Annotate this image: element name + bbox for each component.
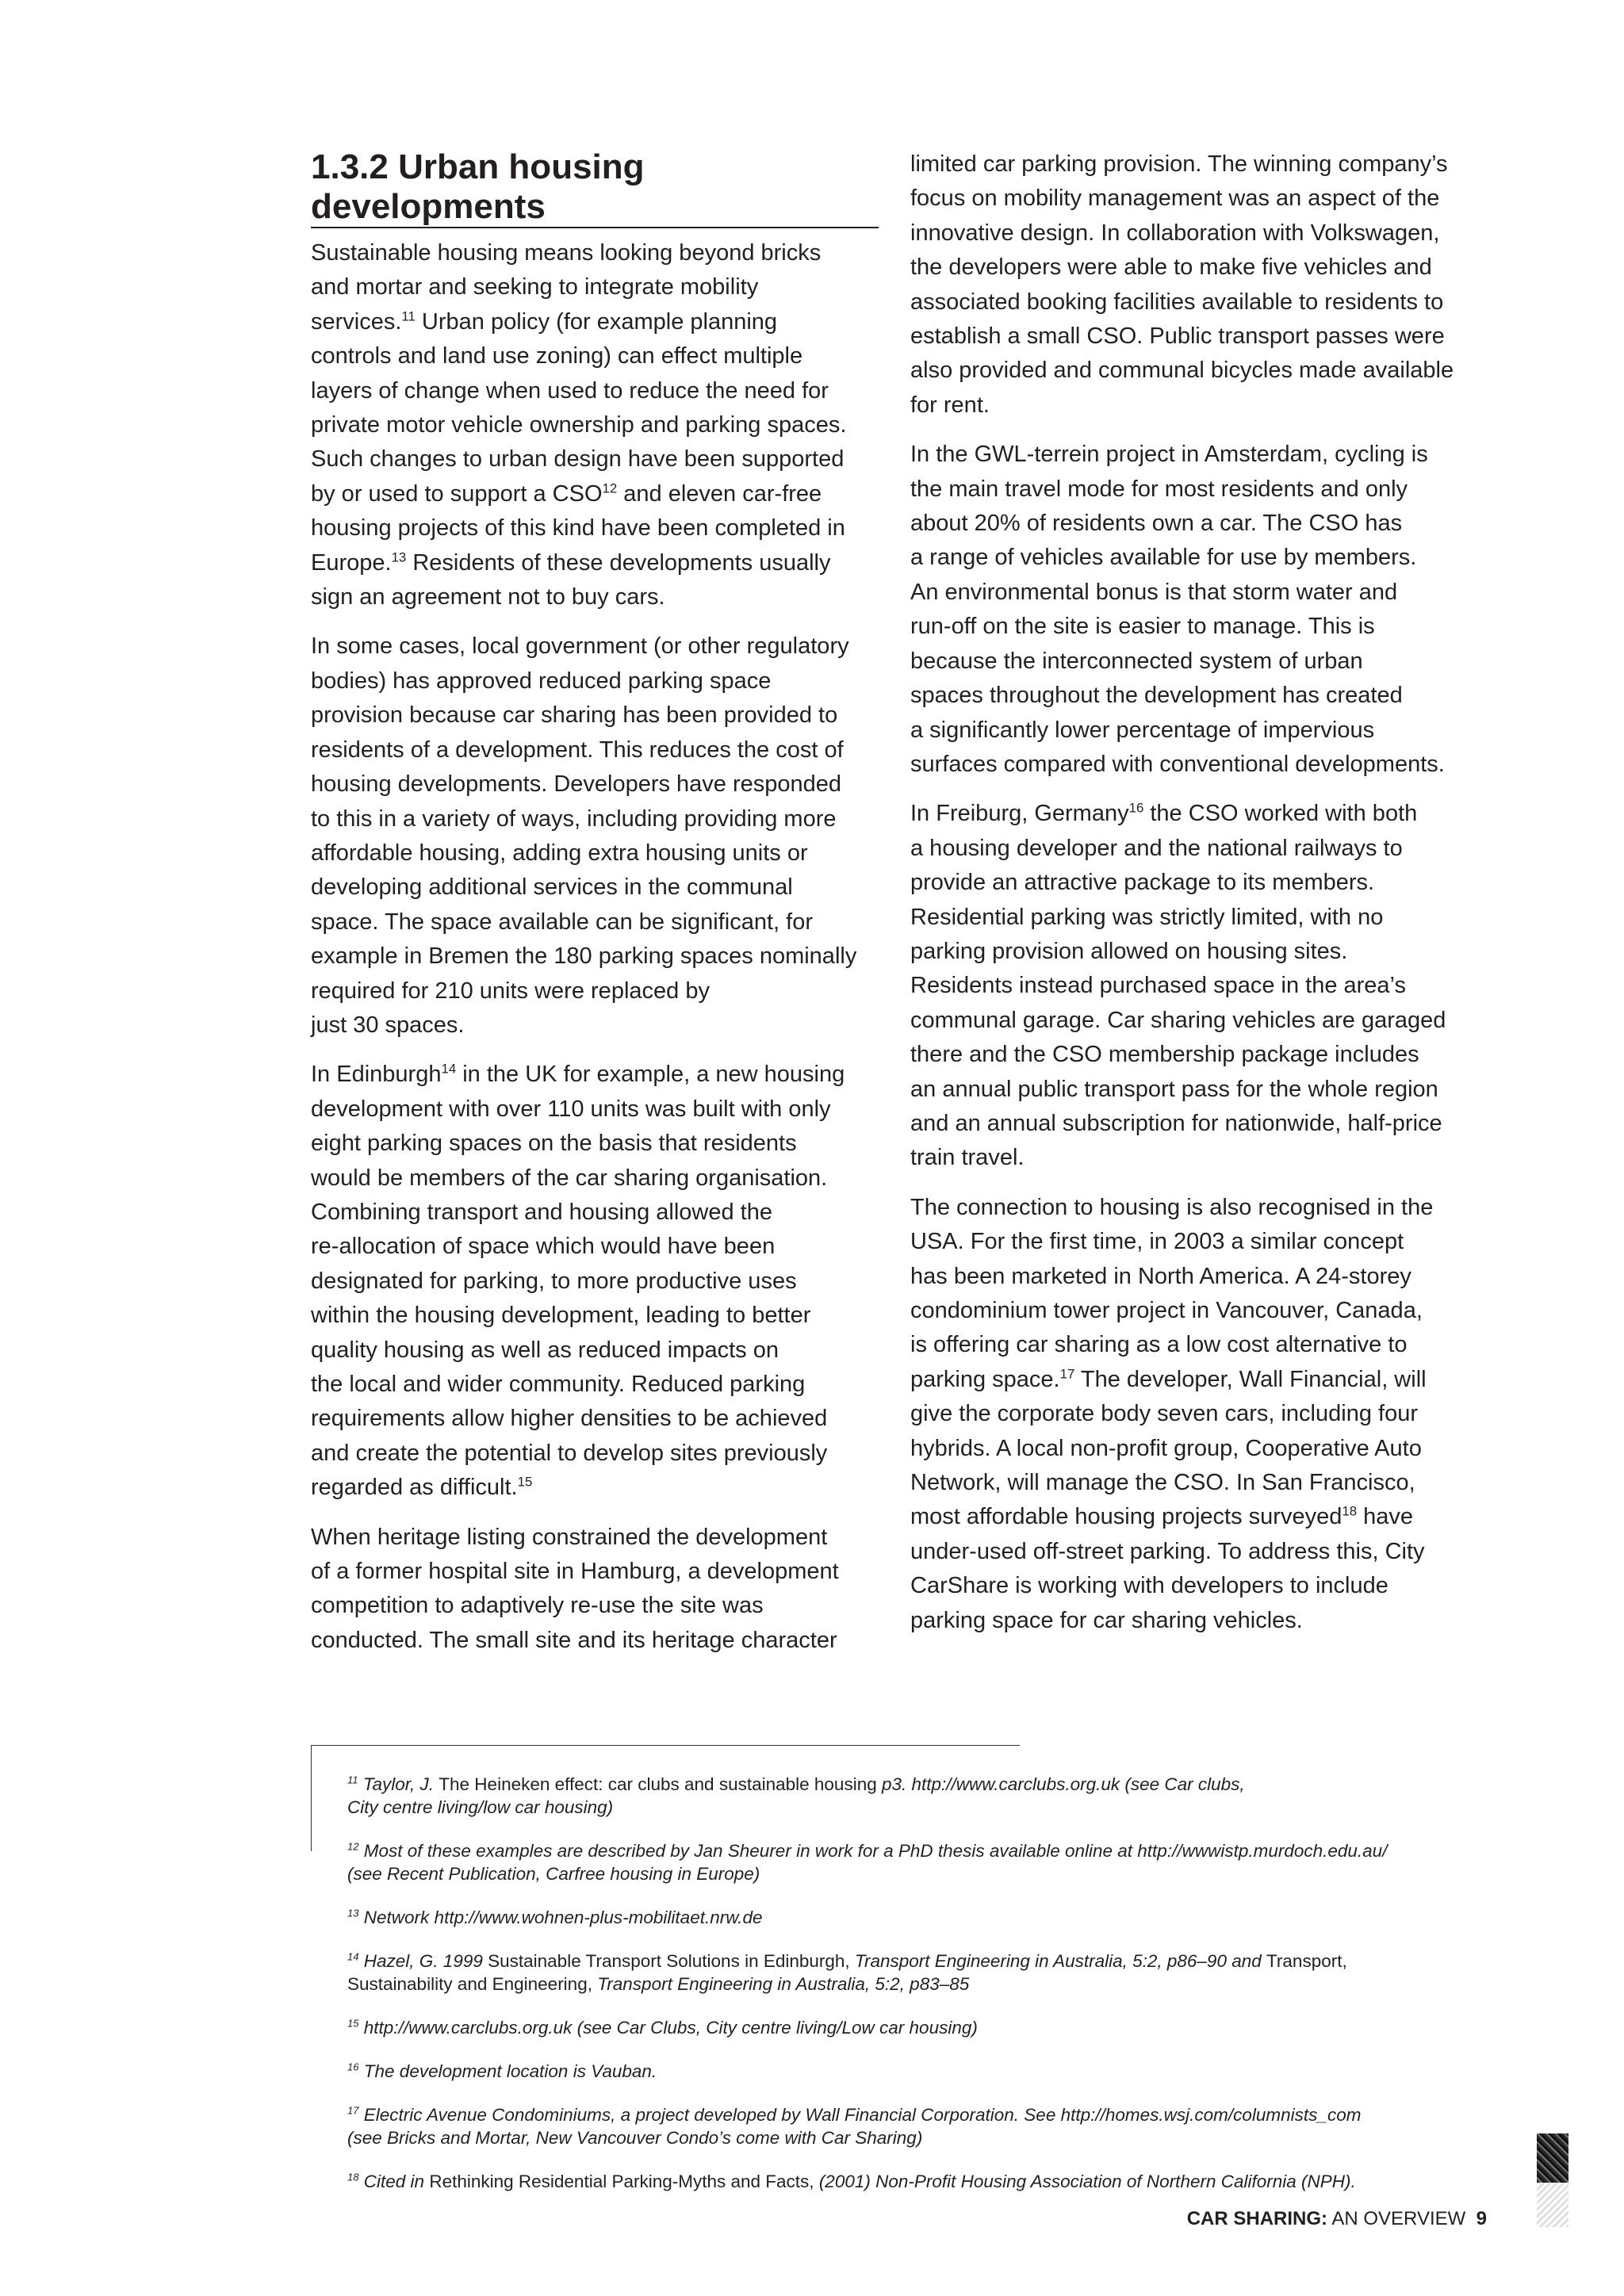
- text-segment: Europe.: [311, 549, 392, 576]
- text-line: also provided and communal bicycles made available: [910, 358, 1454, 384]
- text-line: [311, 1471, 882, 1505]
- text-line: condominium tower project in Vancouver, Canada,: [910, 1298, 1423, 1323]
- text-line: give the corporate body seven cars, including four: [910, 1401, 1418, 1427]
- text-line: bodies) has approved reduced parking space: [311, 668, 772, 694]
- text-line: sign an agreement not to buy cars.: [311, 584, 665, 610]
- footnote-line: [347, 1796, 1537, 1819]
- text-line: there and the CSO membership package includes: [910, 1042, 1419, 1068]
- text-line: eight parking spaces on the basis that residents: [311, 1131, 797, 1157]
- text-line: required for 210 units were replaced by: [311, 978, 710, 1004]
- text-line: provide an attractive package to its members.: [910, 870, 1375, 896]
- text-segment: and eleven car-free: [617, 480, 822, 507]
- footnote-13: [347, 1906, 1537, 1929]
- footnote-text: Rethinking Residential Parking-Myths and Facts,: [429, 2172, 819, 2191]
- text-line: An environmental bonus is that storm water and: [910, 579, 1398, 605]
- text-line: would be members of the car sharing organisation.: [311, 1165, 828, 1191]
- text-line: space. The space available can be significant, for: [311, 909, 814, 935]
- text-line: [910, 1363, 1481, 1397]
- text-line: competition to adaptively re-use the site was: [311, 1593, 764, 1619]
- page-number: 9: [1476, 2208, 1487, 2229]
- text-line: communal garage. Car sharing vehicles are garaged: [910, 1007, 1446, 1033]
- text-line: surfaces compared with conventional developments.: [910, 751, 1445, 777]
- footnote-text: (2001) Non-Profit Housing Association of Northern California (NPH).: [818, 2172, 1356, 2191]
- text-segment: services.: [311, 308, 402, 335]
- footnote-ref: 11: [401, 308, 416, 324]
- paragraph: [311, 629, 882, 1043]
- footnote-17: [347, 2103, 1537, 2149]
- heading-line-1: 1.3.2 Urban housing: [311, 147, 645, 186]
- text-line: [910, 1500, 1481, 1534]
- text-segment: by or used to support a CSO: [311, 480, 603, 507]
- footer-title: AN OVERVIEW: [1327, 2208, 1466, 2229]
- text-line: of a former hospital site in Hamburg, a development: [311, 1559, 839, 1585]
- text-line: Such changes to urban design have been supported: [311, 446, 845, 473]
- text-segment: The developer, Wall Financial, will: [1074, 1366, 1427, 1392]
- text-line: associated booking facilities available to residents to: [910, 289, 1444, 315]
- text-segment: Urban policy (for example planning: [415, 308, 778, 335]
- footnote-line: [347, 2170, 1537, 2193]
- text-line: residents of a development. This reduces the cost of: [311, 737, 844, 763]
- footnote-text: http://www.carclubs.org.uk (see Car Clubs, City centre living/Low car housing): [363, 2018, 978, 2038]
- paragraph: [910, 438, 1481, 782]
- text-line: innovative design. In collaboration with Volkswagen,: [910, 220, 1440, 246]
- text-line: for rent.: [910, 392, 990, 418]
- text-segment: have: [1357, 1504, 1413, 1530]
- text-line: affordable housing, adding extra housing units or: [311, 840, 808, 866]
- text-line: the main travel mode for most residents and only: [910, 476, 1408, 502]
- text-line: [311, 546, 882, 580]
- footnote-line: [347, 2060, 1537, 2083]
- footnote-divider: [311, 1745, 1020, 1746]
- text-line: the local and wider community. Reduced parking: [311, 1372, 806, 1397]
- text-line: is offering car sharing as a low cost alternative to: [910, 1332, 1408, 1358]
- footnote-text: Transport,: [1266, 1951, 1347, 1971]
- text-line: run-off on the site is easier to manage. This is: [910, 614, 1375, 640]
- footnote-text: Network http://www.wohnen-plus-mobilitaet.nrw.de: [363, 1908, 763, 1927]
- text-line: Residents instead purchased space in the area’s: [910, 973, 1406, 999]
- text-line: layers of change when used to reduce the need for: [311, 377, 829, 404]
- footnote-ref: 17: [1059, 1366, 1075, 1382]
- text-line: In some cases, local government (or other regulatory: [311, 633, 849, 660]
- footnote-15: [347, 2016, 1537, 2039]
- footnote-text: Most of these examples are described by Jan Sheurer in work for a PhD thesis available online at http://wwwistp.murdoch.edu.au/: [363, 1841, 1388, 1861]
- text-line: Combining transport and housing allowed the: [311, 1199, 772, 1225]
- footnote-14: [347, 1950, 1537, 1996]
- footnote-number: 12: [347, 1840, 359, 1853]
- footnote-line: [347, 1839, 1537, 1862]
- footnote-text: Sustainable Transport Solutions in Edinburgh,: [488, 1951, 855, 1971]
- text-segment: in the UK for example, a new housing: [456, 1062, 845, 1088]
- text-line: an annual public transport pass for the whole region: [910, 1076, 1438, 1102]
- paragraph: [311, 1058, 882, 1505]
- footnote-text: Hazel, G. 1999: [363, 1951, 488, 1971]
- footnote-ref: 15: [517, 1474, 533, 1490]
- footnote-number: 13: [347, 1907, 359, 1919]
- text-line: In the GWL-terrein project in Amsterdam, cycling is: [910, 442, 1428, 468]
- text-line: [311, 305, 882, 339]
- text-line: train travel.: [910, 1145, 1025, 1171]
- text-line: a significantly lower percentage of impervious: [910, 717, 1375, 743]
- text-line: Sustainable housing means looking beyond bricks: [311, 240, 822, 266]
- text-line: limited car parking provision. The winning company’s: [910, 151, 1448, 177]
- text-line: example in Bremen the 180 parking spaces nominally: [311, 943, 857, 970]
- decorative-texture: [1537, 2133, 1568, 2227]
- text-line: and an annual subscription for nationwide, half-price: [910, 1110, 1442, 1136]
- footnote-line: [347, 1773, 1537, 1796]
- footnote-11: [347, 1773, 1537, 1819]
- text-line: controls and land use zoning) can effect multiple: [311, 343, 803, 369]
- footnote-line: [347, 1862, 1537, 1885]
- text-line: The connection to housing is also recognised in the: [910, 1194, 1434, 1220]
- footnote-line: [347, 1906, 1537, 1929]
- footnote-text: The Heineken effect: car clubs and sustainable housing: [439, 1774, 882, 1794]
- text-line: USA. For the first time, in 2003 a similar concept: [910, 1229, 1404, 1255]
- footnote-number: 17: [347, 2104, 359, 2117]
- footnote-text: Cited in: [363, 2172, 430, 2191]
- footnote-text: Transport Engineering in Australia, 5:2, p83–85: [597, 1974, 970, 1994]
- text-line: private motor vehicle ownership and parking spaces.: [311, 412, 847, 438]
- paragraph: [311, 236, 882, 614]
- text-line: Residential parking was strictly limited, with no: [910, 904, 1384, 930]
- text-line: designated for parking, to more productive uses: [311, 1268, 797, 1294]
- paragraph: [311, 1521, 882, 1659]
- text-line: housing developments. Developers have responded: [311, 771, 842, 798]
- text-line: within the housing development, leading to better: [311, 1303, 811, 1329]
- footnote-line: [347, 2016, 1537, 2039]
- footnote-number: 16: [347, 2061, 359, 2073]
- text-line: [910, 797, 1481, 831]
- text-line: CarShare is working with developers to include: [910, 1573, 1388, 1599]
- text-line: and mortar and seeking to integrate mobility: [311, 274, 759, 300]
- text-line: about 20% of residents own a car. The CSO has: [910, 511, 1403, 537]
- text-line: Network, will manage the CSO. In San Francisco,: [910, 1470, 1415, 1496]
- footnote-text: (see Recent Publication, Carfree housing in Europe): [347, 1864, 760, 1884]
- text-line: [311, 477, 882, 511]
- text-segment: most affordable housing projects surveyed: [910, 1504, 1342, 1530]
- page-footer: [1187, 2208, 1487, 2230]
- text-line: the developers were able to make five vehicles and: [910, 254, 1432, 281]
- footnote-ref: 16: [1128, 800, 1144, 816]
- text-line: under-used off-street parking. To address this, City: [910, 1538, 1425, 1564]
- section-heading: [311, 147, 879, 228]
- text-line: has been marketed in North America. A 24-storey: [910, 1263, 1411, 1289]
- text-line: to this in a variety of ways, including providing more: [311, 806, 837, 832]
- text-line: housing projects of this kind have been completed in: [311, 515, 845, 541]
- footnote-text: The development location is Vauban.: [363, 2061, 657, 2081]
- footnote-text: City centre living/low car housing): [347, 1797, 614, 1817]
- footnote-number: 14: [347, 1950, 359, 1963]
- text-line: requirements allow higher densities to be achieved: [311, 1406, 828, 1432]
- text-segment: regarded as difficult.: [311, 1475, 518, 1501]
- footnote-number: 15: [347, 2017, 359, 2030]
- footnote-number: 11: [347, 1774, 358, 1786]
- footnote-line: [347, 2126, 1537, 2149]
- footnote-text: Electric Avenue Condominiums, a project developed by Wall Financial Corporation. See http://homes.wsj.com/columnists_com: [363, 2105, 1362, 2125]
- footnote-text: (see Bricks and Mortar, New Vancouver Condo’s come with Car Sharing): [347, 2128, 923, 2148]
- footnote-ref: 13: [391, 549, 407, 564]
- left-column: [311, 236, 882, 1673]
- text-line: just 30 spaces.: [311, 1012, 465, 1038]
- footer-title-bold: CAR SHARING:: [1186, 2208, 1328, 2229]
- footnote-line: [347, 1973, 1537, 1996]
- footnote-ref: 18: [1342, 1503, 1358, 1519]
- text-line: a housing developer and the national railways to: [910, 835, 1403, 861]
- footnote-line: [347, 1950, 1537, 1973]
- footnote-18: [347, 2170, 1537, 2193]
- text-line: re-allocation of space which would have been: [311, 1234, 776, 1260]
- text-segment: Residents of these developments usually: [406, 549, 831, 576]
- text-line: and create the potential to develop sites previously: [311, 1440, 828, 1466]
- footnote-12: [347, 1839, 1537, 1885]
- footnote-number: 18: [347, 2171, 359, 2183]
- text-line: parking provision allowed on housing sites.: [910, 938, 1348, 964]
- paragraph: [910, 1191, 1481, 1638]
- footnote-line: [347, 2103, 1537, 2126]
- footnote-text: Transport Engineering in Australia, 5:2, p86–90 and: [854, 1951, 1267, 1971]
- text-line: a range of vehicles available for use by members.: [910, 545, 1417, 571]
- text-segment: In Edinburgh: [311, 1062, 442, 1088]
- footnote-ref: 12: [602, 480, 618, 496]
- text-line: spaces throughout the development has created: [910, 683, 1403, 709]
- footnote-text: Sustainability and Engineering,: [347, 1974, 598, 1994]
- footnote-16: [347, 2060, 1537, 2083]
- text-line: establish a small CSO. Public transport passes were: [910, 323, 1445, 350]
- footnote-divider-vertical: [311, 1745, 312, 1851]
- heading-line-2: developments: [311, 187, 546, 226]
- right-column: [910, 147, 1481, 1653]
- text-line: focus on mobility management was an aspect of the: [910, 186, 1440, 212]
- footnote-text: p3. http://www.carclubs.org.uk (see Car clubs,: [881, 1774, 1245, 1794]
- text-line: developing additional services in the communal: [311, 874, 793, 901]
- paragraph: [910, 797, 1481, 1175]
- footnote-ref: 14: [441, 1061, 457, 1077]
- footnotes: [347, 1773, 1537, 2214]
- text-segment: the CSO worked with both: [1143, 801, 1418, 827]
- text-line: parking space for car sharing vehicles.: [910, 1607, 1303, 1633]
- paragraph: [910, 147, 1481, 423]
- text-line: quality housing as well as reduced impacts on: [311, 1337, 779, 1363]
- text-line: because the interconnected system of urban: [910, 648, 1363, 674]
- text-line: hybrids. A local non-profit group, Cooperative Auto: [910, 1435, 1422, 1461]
- text-line: provision because car sharing has been provided to: [311, 702, 838, 729]
- text-line: development with over 110 units was built with only: [311, 1096, 831, 1122]
- text-segment: parking space.: [910, 1366, 1060, 1392]
- footnote-text: Taylor, J.: [362, 1774, 439, 1794]
- text-segment: In Freiburg, Germany: [910, 801, 1129, 827]
- text-line: When heritage listing constrained the development: [311, 1524, 828, 1550]
- text-line: conducted. The small site and its heritage character: [311, 1627, 837, 1653]
- text-line: [311, 1058, 882, 1092]
